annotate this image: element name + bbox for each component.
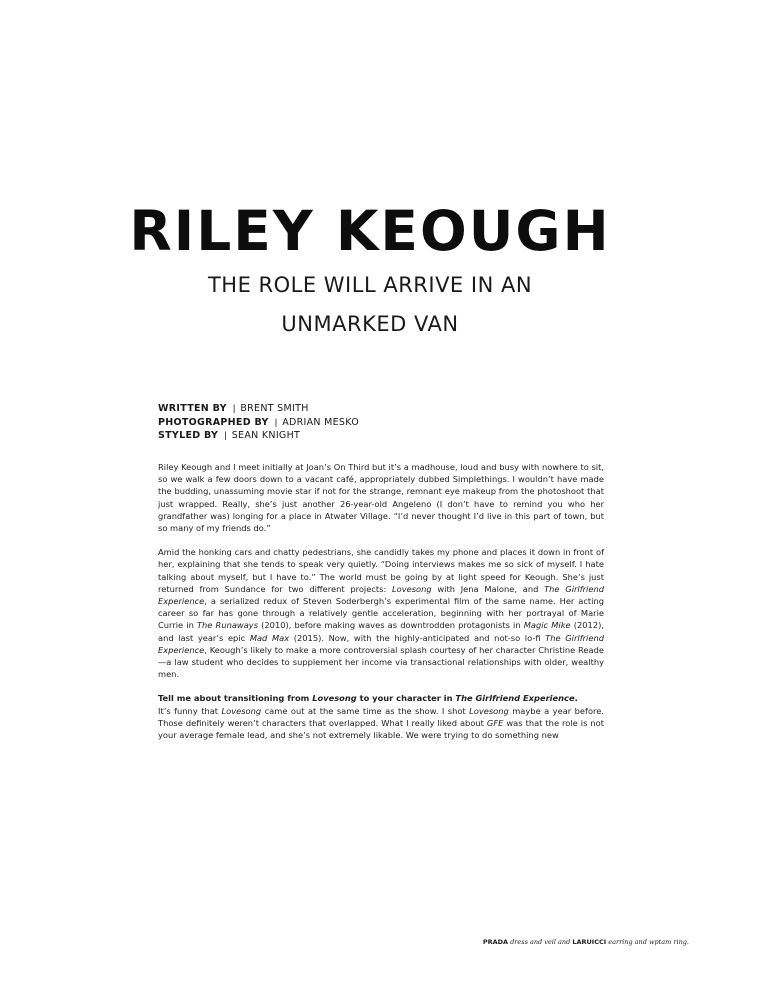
credit-photographed-by xyxy=(158,416,359,430)
credit-separator: | xyxy=(274,416,278,428)
credits-block xyxy=(158,402,359,443)
credit-styled-by xyxy=(158,429,359,443)
caption-brand-laruicci: LARUICCI xyxy=(572,938,607,946)
subtitle-line-1: THE ROLE WILL ARRIVE IN AN xyxy=(207,273,533,297)
photo-credit-caption xyxy=(483,938,689,946)
interview-answer: It’s funny that Lovesong came out at the same time as the show. I shot Lovesong maybe a year before. Those definitely weren’t characters that overlapped. What I really liked about GFE was that the role is not your average female lead, and she’s not extremely likable. We were trying to do something new xyxy=(158,705,604,741)
caption-text: dress and veil and xyxy=(508,938,573,946)
article-body xyxy=(158,461,604,741)
interview-question: Tell me about transitioning from Lovesong to your character in The Girlfriend Experience. xyxy=(158,693,578,704)
credit-written-by xyxy=(158,402,359,416)
article-title: RILEY KEOUGH xyxy=(129,199,611,263)
credit-value: SEAN KNIGHT xyxy=(231,430,301,441)
caption-brand-prada: PRADA xyxy=(482,938,509,946)
credit-separator: | xyxy=(224,430,227,441)
paragraph-intro: Riley Keough and I meet initially at Joan’s On Third but it’s a madhouse, loud and busy with nowhere to sit, so we walk a few doors down to a vacant café, appropriately dubbed Simplethings. I wouldn’t have made the budding, unassuming movie star if not for the strange, remnant eye makeup from the photoshoot that just wrapped. Really, she’s just another 26-year-old Angeleno (I don’t have to remind you who her grandfather was) longing for a place in Atwater Village. “I’d never thought I’d live in this part of town, but so many of my friends do.” xyxy=(158,462,604,534)
credit-label: STYLED BY xyxy=(158,430,219,441)
credit-label: WRITTEN BY xyxy=(158,403,227,414)
credit-separator: | xyxy=(232,403,236,414)
credit-label: PHOTOGRAPHED BY xyxy=(158,416,269,428)
paragraph-background: Amid the honking cars and chatty pedestrians, she candidly takes my phone and places it down in front of her, explaining that she tends to speak very quietly. “Doing interviews makes me so sick of myself. I hate talking about myself, but I have to.” The world must be going by at light speed for Keough. She’s just returned from Sundance for two different projects: Lovesong with Jena Malone, and The Girlfriend Experience, a serialized redux of Steven Soderbergh’s experimental film of the same name. Her acting career so far has gone through a relatively gentle acceleration, beginning with her portrayal of Marie Currie in The Runaways (2010), before making waves as downtrodden protagonists in Magic Mike (2012), and last year’s epic Mad Max (2015). Now, with the highly-anticipated and not-so lo-fi The Girlfriend Experience, Keough’s likely to make a more controversial splash courtesy of her character Christine Reade—a law student who decides to supplement her income via transactional relationships with older, wealthy men. xyxy=(158,547,604,680)
credit-value: BRENT SMITH xyxy=(240,403,309,414)
credit-value: ADRIAN MESKO xyxy=(282,416,360,428)
subtitle-line-2: UNMARKED VAN xyxy=(281,312,459,336)
article-subtitle xyxy=(0,266,740,344)
caption-text: earring and wptam ring. xyxy=(606,938,689,946)
